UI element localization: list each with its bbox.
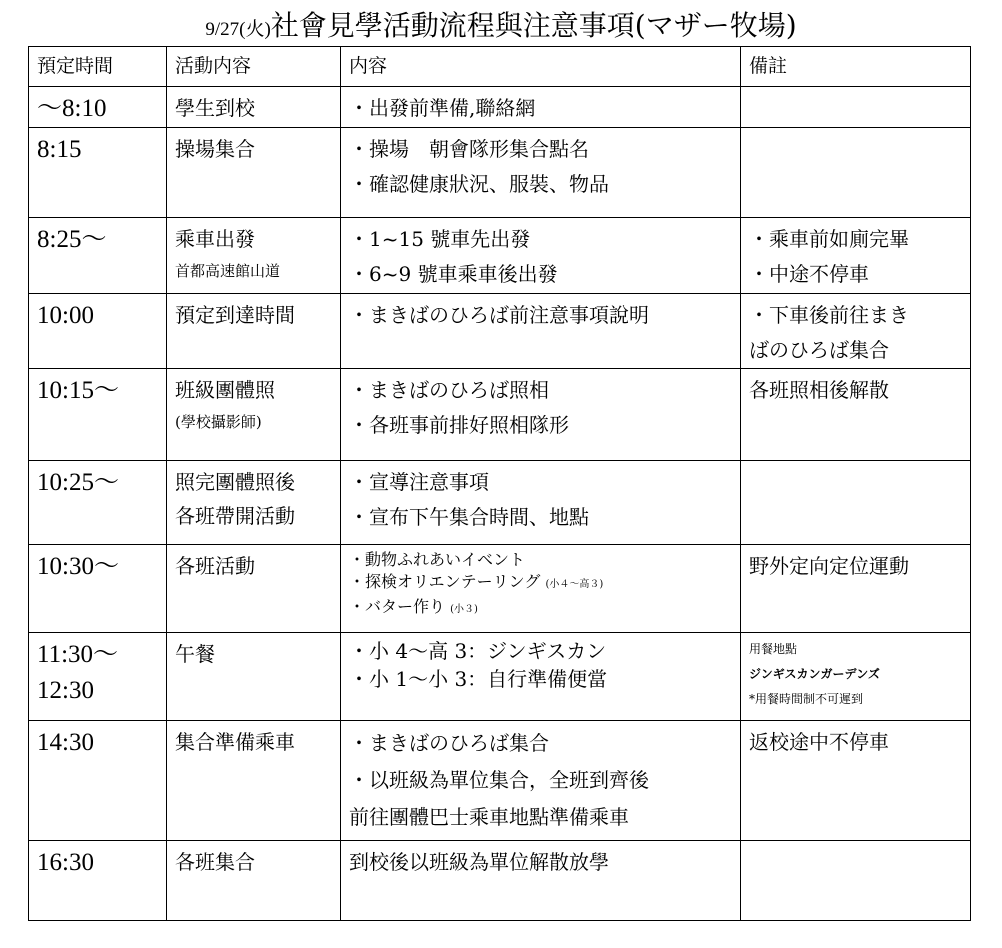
table-row [29, 128, 971, 218]
content-line: ・まきばのひろば集合 [349, 731, 549, 755]
time-cell [29, 294, 167, 369]
time-cell [29, 369, 167, 461]
content-line: ・まきばのひろば照相 [349, 378, 549, 402]
content-line [349, 596, 734, 621]
content-cell [341, 128, 741, 218]
content-line: ・以班級為單位集合，全班到齊後 [349, 768, 649, 792]
content-cell [341, 87, 741, 128]
content-line: ・宣導注意事項 [349, 470, 489, 494]
content-line [349, 571, 734, 596]
note-line: *用餐時間制不可遲到 [749, 692, 864, 706]
time-text: 10:25～ [37, 469, 119, 496]
note-line: ・乘車前如廁完畢 [749, 227, 909, 251]
notes-cell [741, 128, 971, 218]
time-text: 11:30～ [37, 641, 119, 668]
table-row [29, 721, 971, 841]
table-row [29, 87, 971, 128]
time-cell [29, 128, 167, 218]
time-cell [29, 721, 167, 841]
time-text: 16:30 [37, 849, 94, 876]
note-line: ・下車後前往まき [749, 303, 909, 327]
time-cell [29, 461, 167, 545]
time-text: 10:30～ [37, 553, 119, 580]
content-line [349, 549, 734, 571]
note-line: ・中途不停車 [749, 262, 869, 286]
activity-cell [167, 461, 341, 545]
content-line: ・1~15 號車先出發 [349, 227, 531, 251]
time-text: 8:15 [37, 136, 82, 163]
grade-tag: (小４～高３) [545, 579, 604, 590]
content-line-text: ・バター作り [349, 597, 446, 616]
time-cell [29, 633, 167, 721]
header-time: 預定時間 [29, 47, 167, 87]
content-line: ・小 1～小 3：自行準備便當 [349, 667, 608, 691]
notes-cell [741, 294, 971, 369]
content-line: ・出發前準備,聯絡網 [349, 96, 536, 120]
note-line: 各班照相後解散 [749, 378, 889, 402]
activity-cell [167, 721, 341, 841]
content-line: ・小 4～高 3：ジンギスカン [349, 639, 607, 663]
activity-text: 預定到達時間 [175, 303, 295, 327]
content-line: ・まきばのひろば前注意事項說明 [349, 303, 649, 327]
activity-text: 學生到校 [175, 96, 255, 120]
activity-subtext: (學校攝影師) [175, 413, 262, 431]
activity-text: 午餐 [175, 642, 215, 666]
activity-cell [167, 294, 341, 369]
activity-text: 各班活動 [175, 554, 255, 578]
content-line: 到校後以班級為單位解散放學 [349, 850, 609, 874]
grade-tag: (小３) [450, 604, 478, 615]
content-cell [341, 721, 741, 841]
content-cell [341, 545, 741, 633]
header-content: 内容 [341, 47, 741, 87]
content-line: ・操場 朝會隊形集合點名 [349, 137, 589, 161]
time-cell [29, 841, 167, 921]
content-cell [341, 294, 741, 369]
content-line: ・確認健康狀況、服裝、物品 [349, 172, 609, 196]
content-cell [341, 841, 741, 921]
table-row [29, 545, 971, 633]
notes-cell [741, 633, 971, 721]
time-cell [29, 87, 167, 128]
activity-cell [167, 545, 341, 633]
time-text: 14:30 [37, 729, 94, 756]
activity-subtext: 首都高速館山道 [175, 262, 281, 280]
activity-text: 照完團體照後 [175, 470, 295, 494]
notes-cell [741, 87, 971, 128]
note-line: ばのひろば集合 [749, 338, 889, 362]
time-text: 12:30 [37, 677, 94, 704]
title-main: 社會見學活動流程與注意事項(マザー牧場) [270, 9, 797, 42]
content-line: ・各班事前排好照相隊形 [349, 413, 569, 437]
time-text: 10:15～ [37, 377, 119, 404]
table-row [29, 633, 971, 721]
content-cell [341, 369, 741, 461]
table-row [29, 218, 971, 294]
table-row [29, 294, 971, 369]
header-notes: 備註 [741, 47, 971, 87]
content-line: ・6~9 號車乘車後出發 [349, 262, 558, 286]
schedule-table [28, 46, 971, 921]
header-activity: 活動内容 [167, 47, 341, 87]
time-cell [29, 545, 167, 633]
note-line: 用餐地點 [749, 642, 798, 656]
time-text: 10:00 [37, 302, 94, 329]
activity-cell [167, 128, 341, 218]
content-line-text: ・動物ふれあいイベント [349, 550, 526, 569]
notes-cell [741, 218, 971, 294]
content-cell [341, 461, 741, 545]
header-row [29, 47, 971, 87]
table-row [29, 461, 971, 545]
table-row [29, 369, 971, 461]
notes-cell [741, 721, 971, 841]
document-title [0, 8, 1002, 44]
activity-cell [167, 369, 341, 461]
notes-cell [741, 369, 971, 461]
time-text: ～8:10 [37, 95, 107, 122]
notes-cell [741, 545, 971, 633]
time-text: 8:25～ [37, 226, 107, 253]
content-line: ・宣布下午集合時間、地點 [349, 505, 589, 529]
notes-cell [741, 841, 971, 921]
title-date: 9/27(火) [205, 19, 271, 40]
content-cell [341, 218, 741, 294]
activity-text: 乘車出發 [175, 227, 255, 251]
activity-cell [167, 218, 341, 294]
table-row [29, 841, 971, 921]
activity-text: 集合準備乘車 [175, 730, 295, 754]
activity-text: 班級團體照 [175, 378, 275, 402]
time-cell [29, 218, 167, 294]
activity-text: 各班集合 [175, 850, 255, 874]
activity-cell [167, 633, 341, 721]
note-line: 野外定向定位運動 [749, 554, 909, 578]
lunch-venue: ジンギスカンガーデンズ [749, 667, 880, 681]
content-cell [341, 633, 741, 721]
content-line: 前往團體巴士乘車地點準備乘車 [349, 805, 629, 829]
activity-subtext: 各班帶開活動 [175, 504, 295, 528]
activity-cell [167, 841, 341, 921]
content-line-text: ・探検オリエンテーリング [349, 572, 541, 591]
activity-text: 操場集合 [175, 137, 255, 161]
notes-cell [741, 461, 971, 545]
note-line: 返校途中不停車 [749, 730, 889, 754]
activity-cell [167, 87, 341, 128]
